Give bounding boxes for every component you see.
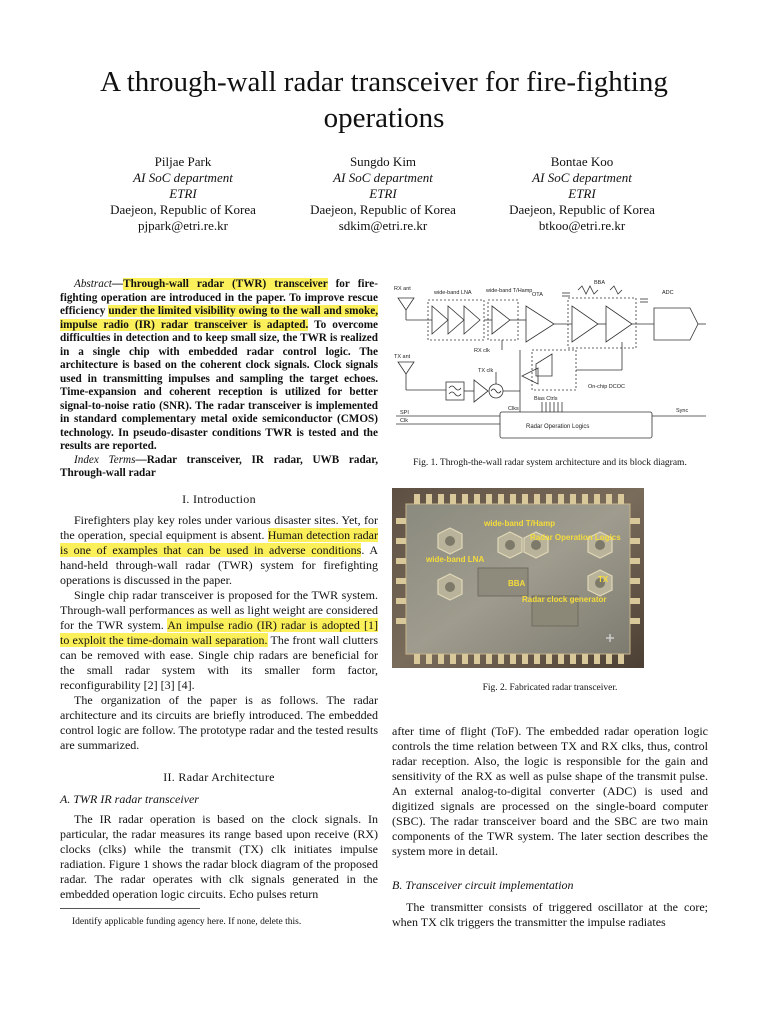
subsection-heading-a: A. TWR IR radar transceiver xyxy=(60,792,199,806)
intro-p2-highlight: An impulse radio (IR) radar is adopted [1] to exploit the time-domain wall separation. xyxy=(60,618,378,647)
chip-label-bba: BBA xyxy=(508,579,526,588)
chip-photo-svg xyxy=(392,488,644,668)
abstract-dash: — xyxy=(111,278,124,290)
chip-label-tx: TX xyxy=(598,575,609,584)
block-diagram-svg xyxy=(392,276,708,446)
author-block-2 xyxy=(283,154,483,234)
author-email: pjpark@etri.re.kr xyxy=(138,218,228,233)
author-email: btkoo@etri.re.kr xyxy=(538,218,626,233)
section-heading-introduction: I. Introduction xyxy=(182,492,256,506)
title-line-2: operations xyxy=(323,102,445,134)
figure-2-caption: Fig. 2. Fabricated radar transceiver. xyxy=(482,683,618,693)
figure-2-chip-photo xyxy=(392,488,644,668)
subsection-a-paragraph: The IR radar operation is based on the clock signals. In particular, the radar measures its range based upon receive (RX) clocks (clks) while the transmit (TX) clk initiates impulse radiation. Figure 1 shows the radar block diagram of the proposed radar. The radar operates with clk signals generated in the embedded operation logic circuits. Echo pulses return xyxy=(60,812,378,901)
right-paragraph-1: after time of flight (ToF). The embedded radar operation logic controls the time relation between TX and RX clks, thus, control radar reception. Also, the logic is responsible for the gain and sensitivity of the RX as well as pulse shape of the transmit pulse. An external analog-to-digital converter (ADC) is used and digitized signals are processed on the single-board computer (SBC). The radar transceiver board and the SBC are two main components of the TWR system. The later section describes the system more in detail. xyxy=(392,724,708,858)
label-dcoc: On-chip DCOC xyxy=(588,384,625,390)
label-adc: ADC xyxy=(662,290,674,296)
intro-p1-highlight: Human detection radar is one of examples that can be used in adverse conditions xyxy=(60,528,378,557)
footnote-rule xyxy=(60,908,200,909)
intro-paragraph-2 xyxy=(60,588,378,693)
intro-paragraph-3: The organization of the paper is as follows. The radar architecture and its circuits are briefly introduced. The embedded control logic are follow. The prototype radar and the tested results are summarized. xyxy=(60,693,378,752)
label-radar-logic: Radar Operation Logics xyxy=(526,424,590,430)
label-sync: Sync xyxy=(676,408,689,414)
footnote: Identify applicable funding agency here. If none, delete this. xyxy=(72,917,302,927)
author-location: Daejeon, Republic of Korea xyxy=(509,202,655,217)
label-tx-ant: TX ant xyxy=(394,354,411,360)
abstract-text-1: for fire-fighting operation are introduced in the paper. To improve rescue efficiency xyxy=(60,278,378,317)
chip-label-logic: Radar Operation Logics xyxy=(530,533,621,542)
label-rx-ant: RX ant xyxy=(394,286,411,292)
author-dept: AI SoC department xyxy=(133,170,233,185)
label-thamp: wide-band T/Hamp xyxy=(486,288,533,294)
label-bba: BBA xyxy=(594,280,606,286)
intro-p1-text-b: . A hand-held through-wall radar (TWR) system for firefighting operations is discussed in the paper. xyxy=(60,543,378,587)
index-terms-text: —Radar transceiver, IR radar, UWB radar, Through-wall radar xyxy=(60,453,379,479)
intro-p2-text-a: Single chip radar transceiver is proposed for the TWR system. Through-wall performances as well as light weight are considered for the TWR system. xyxy=(60,588,378,632)
subsection-b-paragraph: The transmitter consists of triggered oscillator at the core; when TX clk triggers the transmitter the impulse radiates xyxy=(392,900,708,929)
abstract-highlight-1: Through-wall radar (TWR) transceiver xyxy=(123,278,328,290)
chip-label-thamp-text: wide-band T/Hamp xyxy=(484,519,556,528)
author-org: ETRI xyxy=(568,186,596,201)
paper-title xyxy=(60,64,708,136)
author-name: Piljae Park xyxy=(154,154,212,169)
author-org: ETRI xyxy=(169,186,197,201)
abstract-label: Abstract xyxy=(74,278,112,290)
author-block-1 xyxy=(83,154,283,234)
label-clks: Clks xyxy=(508,406,519,412)
subsection-b-body xyxy=(392,900,708,930)
author-block-3 xyxy=(482,154,682,234)
author-email: sdkim@etri.re.kr xyxy=(338,218,428,233)
intro-p2-text-b: The front wall clutters can be removed with ease. Single chip radars are beneficial for the small radar system with its smaller form factor, reconfigurability [2] [3] [4]. xyxy=(60,633,378,692)
subsection-heading-b: B. Transceiver circuit implementation xyxy=(392,878,574,892)
figure-1-block-diagram xyxy=(392,276,708,446)
author-dept: AI SoC department xyxy=(532,170,632,185)
label-lna: wide-band LNA xyxy=(434,290,472,296)
intro-paragraph-1 xyxy=(60,513,378,588)
chip-label-clockgen: Radar clock generator xyxy=(522,595,607,604)
chip-label-lna: wide-band LNA xyxy=(426,555,485,564)
figure-1-caption: Fig. 1. Throgh-the-wall radar system architecture and its block diagram. xyxy=(413,458,687,468)
index-terms-label: Index Terms xyxy=(74,453,136,466)
label-rx-clk: RX clk xyxy=(474,348,490,354)
intro-p1-text-a: Firefighters play key roles under various disaster sites. Yet, for the operation, special equipment is absent. xyxy=(60,513,378,542)
abstract xyxy=(60,278,378,481)
label-spi: SPI xyxy=(400,410,409,416)
author-name: Sungdo Kim xyxy=(349,154,417,169)
chip-label-thamp xyxy=(483,519,555,528)
author-location: Daejeon, Republic of Korea xyxy=(310,202,456,217)
label-ota: OTA xyxy=(532,292,543,298)
subsection-a-body xyxy=(60,812,378,902)
label-tx-clk: TX clk xyxy=(478,368,494,374)
author-location: Daejeon, Republic of Korea xyxy=(110,202,256,217)
section-heading-radar-architecture: II. Radar Architecture xyxy=(163,770,275,784)
author-org: ETRI xyxy=(369,186,397,201)
abstract-text-2: To overcome difficulties in detection and to keep small size, the TWR is realized in a single chip with embedded radar control logic. The architecture is based on the coherent clock signals. Clock signals used in transmitting impulses and sampling the target echoes. Time-expansion and coherent reception is utilized for better signal-to-noise ratio (SNR). The radar transceiver is implemented in standard complementary metal oxide semiconductor (CMOS) technology. In pseudo-disaster conditions TWR is tested and the results are reported. xyxy=(60,318,378,452)
label-clk: Clk xyxy=(400,418,408,424)
author-dept: AI SoC department xyxy=(333,170,433,185)
abstract-highlight-2: under the limited visibility owing to the wall and smoke, impulse radio (IR) radar transceiver is adapted. xyxy=(60,305,378,331)
author-name: Bontae Koo xyxy=(550,154,614,169)
introduction-body xyxy=(60,513,378,753)
right-column-body xyxy=(392,724,708,859)
label-bias-ctrls: Bias Ctrls xyxy=(534,396,558,402)
title-line-1: A through-wall radar transceiver for fire-fighting xyxy=(100,66,668,98)
